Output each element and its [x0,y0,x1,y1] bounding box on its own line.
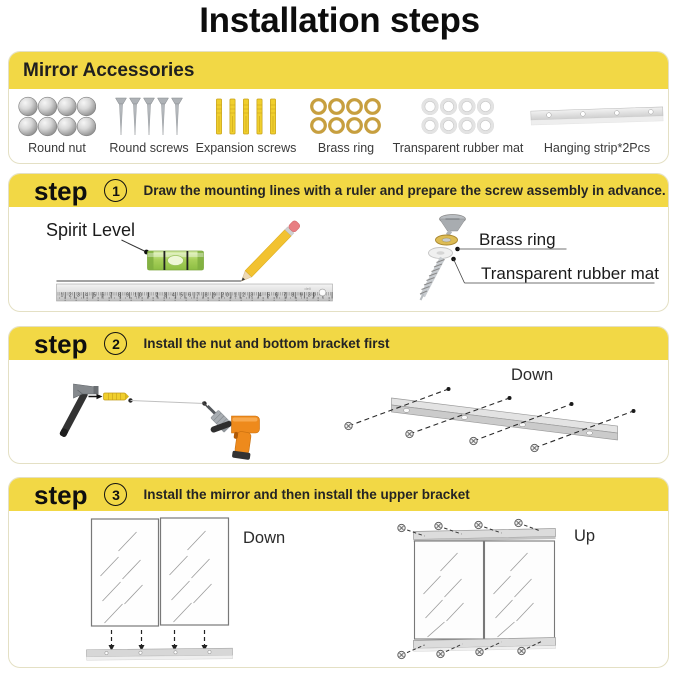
spirit-level-graphic [148,251,204,270]
step-2-description: Install the nut and bottom bracket first [143,336,390,351]
hammer-icon [59,384,99,438]
mounted-mirror-graphic [413,529,555,652]
ruler-graphic [57,284,333,301]
accessory-label: Hanging strip*2Pcs [543,141,651,155]
accessory-item-brass-ring [303,93,389,155]
step-3-panel [8,477,669,668]
step-2-illustration [9,360,668,464]
step-word: step [34,328,88,359]
step-1-description: Draw the mounting lines with a ruler and prepare the screw assembly in advance. [143,183,666,198]
accessory-item-rubber-mat [389,93,527,155]
accessory-label: Transparent rubber mat [392,141,524,155]
ruler-numbers: 1 2 3 4 5 6 7 8 9 10 1 2 3 4 5 6 7 8 9 20 1 2 3 4 5 6 7 8 9 30 [60,292,316,299]
step-1-panel [8,173,669,312]
accessories-header: Mirror Accessories [9,52,668,89]
down-label: Down [511,366,554,384]
accessory-item-round-screws [103,93,195,155]
step-2-panel [8,326,669,464]
step-3-header [9,478,668,511]
spirit-level-label: Spirit Level [46,220,136,240]
round-nut-icon [18,93,96,140]
step-2-illustration-area [9,360,668,464]
accessory-label: Expansion screws [195,141,297,155]
step-1-number-badge: 1 [104,179,127,202]
expansion-screws-icon [213,93,279,140]
lowering-arrows [109,630,208,651]
drill-icon [203,402,260,460]
accessory-label: Brass ring [317,141,375,155]
step-3-illustration-area [9,511,668,668]
expansion-anchor-graphic [104,393,130,400]
step-1-header [9,174,668,207]
step-3-description: Install the mirror and then install the upper bracket [143,487,470,502]
down-label: Down [243,529,286,547]
mirror-pair-graphic [92,518,229,626]
step-2-number-badge: 2 [104,332,127,355]
brass-ring-icon [309,93,383,140]
accessory-item-hanging-strip [527,93,667,155]
brass-ring-label: Brass ring [479,230,556,249]
screw-assembly-graphic [420,215,655,301]
accessory-item-expansion-screws [189,93,303,155]
up-label: Up [574,527,596,545]
rubber-mat-label: Transparent rubber mat [481,264,659,283]
step-1-illustration-area [9,207,668,312]
rubber-mat-icon [420,93,496,140]
step-word: step [34,175,88,206]
accessory-item-round-nut [11,93,103,155]
arrow-right-icon [89,394,103,399]
accessory-label: Round nut [28,141,86,155]
accessory-label: Round screws [109,141,189,155]
bottom-bracket-graphic [392,398,618,440]
step-word: step [34,479,88,510]
ruler-brand: deli [304,286,311,291]
page-title: Installation steps [199,1,480,40]
mirror-accessories-panel [8,51,669,164]
accessories-list [9,89,668,163]
step-3-illustration [9,511,668,668]
step-2-header [9,327,668,360]
lower-strip-graphic [86,648,232,660]
step-3-number-badge: 3 [104,483,127,506]
pencil-icon [238,220,301,285]
hanging-strip-icon [527,93,667,140]
round-screws-icon [113,93,185,140]
